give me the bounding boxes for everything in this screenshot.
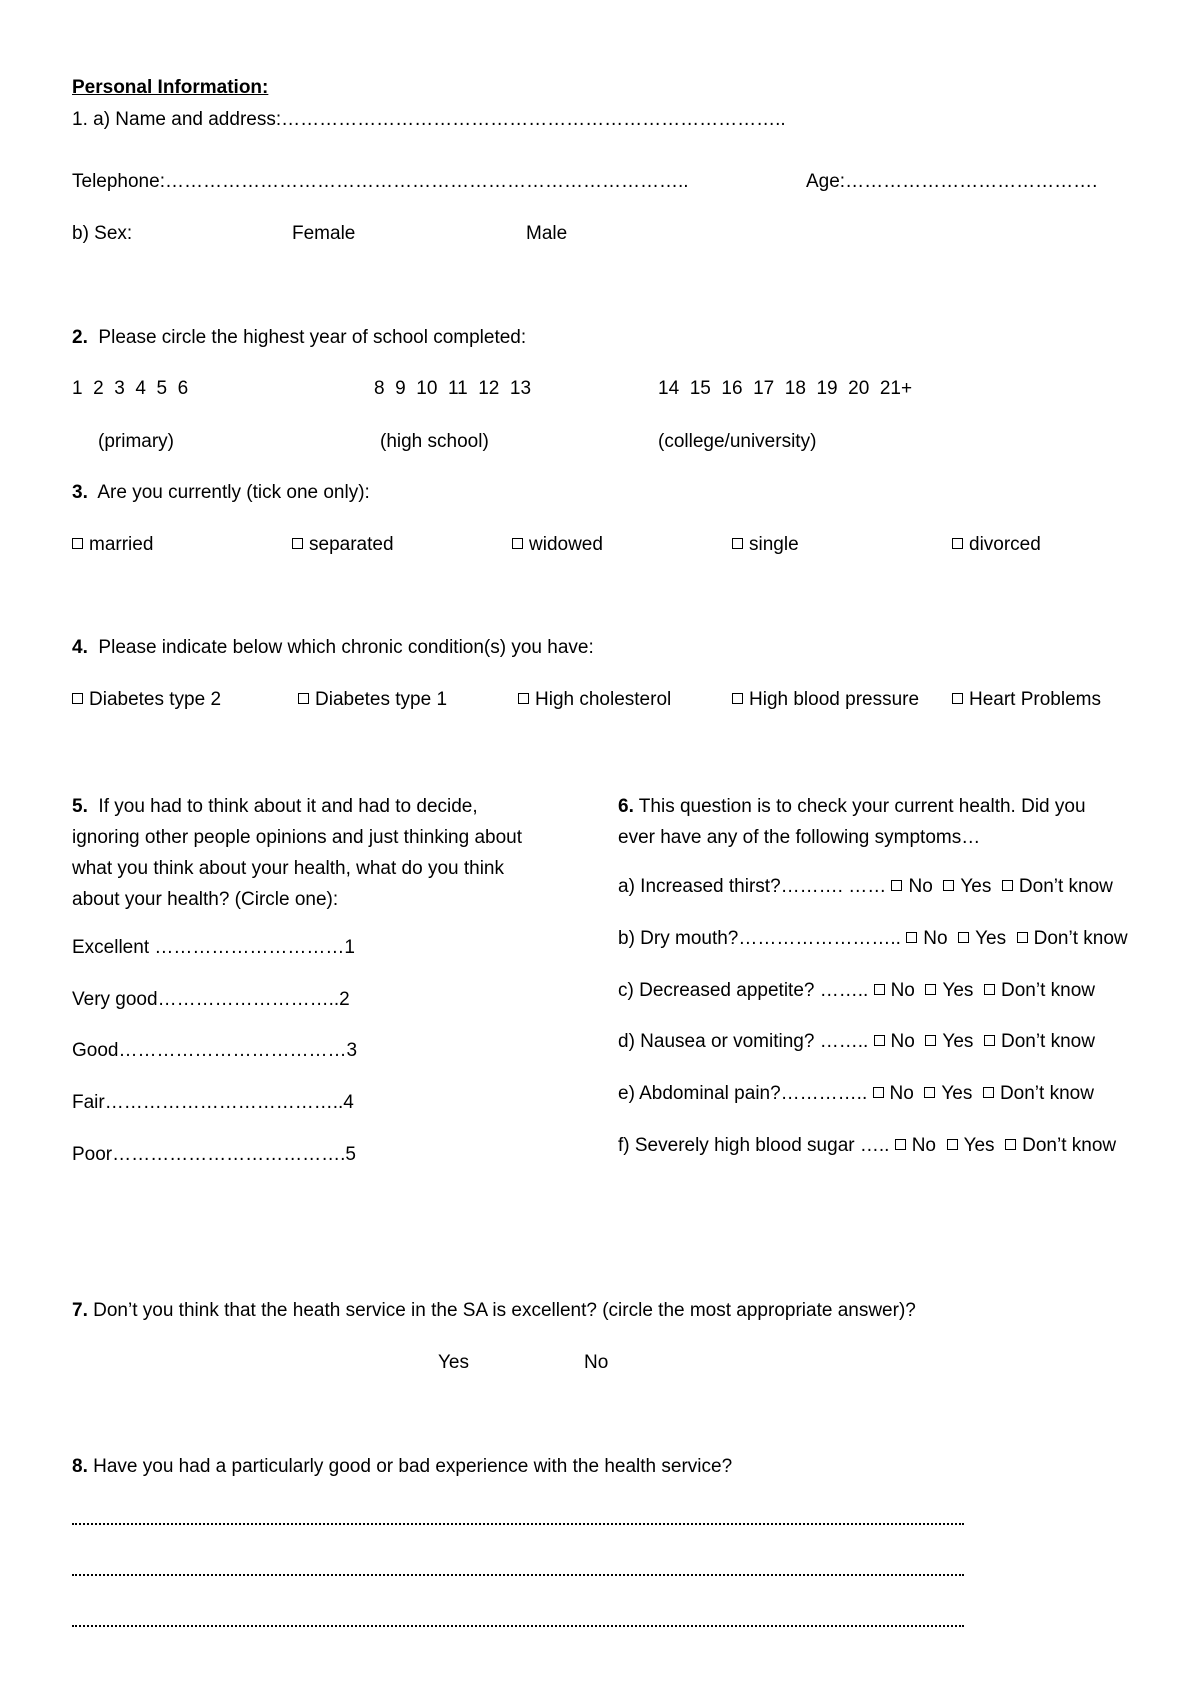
- question-6: [618, 791, 1138, 853]
- symptom-row: [618, 979, 1095, 1003]
- checkbox-icon[interactable]: [906, 932, 917, 943]
- checkbox-icon[interactable]: [732, 693, 743, 704]
- checkbox-icon[interactable]: [891, 880, 902, 891]
- symptom-label: c) Decreased appetite? ……..: [618, 980, 869, 1001]
- checkbox-icon[interactable]: [925, 1035, 936, 1046]
- question-5-line: 5. If you had to think about it and had to decide,: [72, 796, 478, 817]
- years-high-school[interactable]: 8 9 10 11 12 13: [374, 378, 532, 399]
- option-high-cholesterol[interactable]: High cholesterol: [518, 688, 671, 712]
- answer-yes: Yes: [960, 876, 992, 897]
- answer-line[interactable]: [72, 1523, 964, 1525]
- checkbox-icon[interactable]: [983, 1087, 994, 1098]
- question-text: Don’t you think that the heath service in the SA is excellent? (circle the most appropriate answer)?: [93, 1300, 916, 1321]
- option-separated[interactable]: separated: [292, 533, 394, 557]
- health-rating-good[interactable]: Good………………………………3: [72, 1040, 358, 1061]
- symptom-label: d) Nausea or vomiting? ……..: [618, 1031, 869, 1052]
- answer-dont-know: Don’t know: [1001, 980, 1095, 1001]
- answer-yes: Yes: [942, 980, 974, 1001]
- checkbox-icon[interactable]: [952, 538, 963, 549]
- sex-option-female[interactable]: Female: [292, 223, 356, 244]
- question-number: 8.: [72, 1456, 88, 1477]
- answer-dont-know: Don’t know: [1018, 876, 1113, 897]
- option-diabetes-type-2[interactable]: Diabetes type 2: [72, 688, 221, 712]
- health-rating-poor[interactable]: Poor……………………………….5: [72, 1144, 356, 1165]
- checkbox-icon[interactable]: [874, 984, 885, 995]
- page-title: Personal Information:: [72, 77, 269, 98]
- checkbox-icon[interactable]: [1005, 1139, 1016, 1150]
- symptom-row: [618, 875, 1113, 899]
- option-high-blood-pressure[interactable]: High blood pressure: [732, 688, 919, 712]
- question-text: Please indicate below which chronic condition(s) you have:: [98, 637, 594, 658]
- question-4: [72, 636, 594, 660]
- question-number: 5.: [72, 796, 88, 817]
- checkbox-icon[interactable]: [984, 1035, 995, 1046]
- answer-dont-know: Don’t know: [1000, 1031, 1095, 1052]
- sex-label: b) Sex:: [72, 223, 133, 244]
- question-text: Have you had a particularly good or bad experience with the health service?: [93, 1456, 733, 1477]
- answer-dont-know: Don’t know: [1033, 928, 1128, 949]
- question-text: Are you currently (tick one only):: [97, 482, 370, 503]
- question-5: [72, 791, 592, 915]
- checkbox-icon[interactable]: [924, 1087, 935, 1098]
- symptom-label: f) Severely high blood sugar …..: [618, 1135, 890, 1156]
- checkbox-icon[interactable]: [72, 538, 83, 549]
- label-primary: (primary): [98, 431, 174, 452]
- option-single[interactable]: single: [732, 533, 799, 557]
- checkbox-icon[interactable]: [298, 693, 309, 704]
- symptom-label: b) Dry mouth?……………………..: [618, 928, 901, 949]
- option-married[interactable]: married: [72, 533, 153, 557]
- answer-yes: Yes: [941, 1083, 973, 1104]
- health-rating-very-good[interactable]: Very good………………………..2: [72, 989, 350, 1010]
- answer-line[interactable]: [72, 1625, 964, 1627]
- answer-line[interactable]: [72, 1574, 964, 1576]
- question-6-line: 6. This question is to check your current health. Did you: [618, 796, 1086, 817]
- checkbox-icon[interactable]: [895, 1139, 906, 1150]
- symptom-label: e) Abdominal pain?…………..: [618, 1083, 868, 1104]
- answer-no-option[interactable]: No: [584, 1352, 609, 1373]
- answer-no: No: [890, 980, 915, 1001]
- question-number: 6.: [618, 796, 634, 817]
- answer-yes-option[interactable]: Yes: [438, 1352, 469, 1373]
- option-widowed[interactable]: widowed: [512, 533, 603, 557]
- question-number: 4.: [72, 637, 88, 658]
- question-number: 3.: [72, 482, 88, 503]
- name-address-field[interactable]: 1. a) Name and address:……………………………………………………………………..: [72, 109, 786, 130]
- checkbox-icon[interactable]: [72, 693, 83, 704]
- option-divorced[interactable]: divorced: [952, 533, 1041, 557]
- answer-yes: Yes: [942, 1031, 974, 1052]
- question-2: [72, 326, 526, 350]
- symptom-row: [618, 927, 1128, 951]
- health-rating-fair[interactable]: Fair………………………………..4: [72, 1092, 354, 1113]
- question-number: 2.: [72, 327, 88, 348]
- question-text: Please circle the highest year of school completed:: [98, 327, 527, 348]
- label-college: (college/university): [658, 431, 817, 452]
- age-field[interactable]: Age:………………………………….: [806, 171, 1098, 192]
- question-5-line: what you think about your health, what do you think: [72, 858, 504, 879]
- symptom-row: [618, 1134, 1116, 1158]
- health-rating-excellent[interactable]: Excellent …………………………1: [72, 937, 355, 958]
- option-heart-problems[interactable]: Heart Problems: [952, 688, 1101, 712]
- answer-dont-know: Don’t know: [1022, 1135, 1117, 1156]
- answer-no: No: [890, 1031, 915, 1052]
- checkbox-icon[interactable]: [947, 1139, 958, 1150]
- years-primary[interactable]: 1 2 3 4 5 6: [72, 378, 189, 399]
- question-number: 7.: [72, 1300, 88, 1321]
- checkbox-icon[interactable]: [873, 1087, 884, 1098]
- symptom-row: [618, 1030, 1095, 1054]
- checkbox-icon[interactable]: [952, 693, 963, 704]
- checkbox-icon[interactable]: [958, 932, 969, 943]
- label-high-school: (high school): [380, 431, 489, 452]
- answer-no: No: [923, 928, 948, 949]
- answer-dont-know: Don’t know: [999, 1083, 1094, 1104]
- checkbox-icon[interactable]: [1002, 880, 1013, 891]
- checkbox-icon[interactable]: [925, 984, 936, 995]
- answer-yes: Yes: [975, 928, 1007, 949]
- question-7: [72, 1299, 916, 1323]
- answer-no: No: [908, 876, 933, 897]
- question-5-line: ignoring other people opinions and just thinking about: [72, 827, 522, 848]
- checkbox-icon[interactable]: [943, 880, 954, 891]
- checkbox-icon[interactable]: [732, 538, 743, 549]
- checkbox-icon[interactable]: [984, 984, 995, 995]
- option-diabetes-type-1[interactable]: Diabetes type 1: [298, 688, 447, 712]
- telephone-field[interactable]: Telephone:………………………………………………………………………..: [72, 171, 689, 192]
- question-6-line: ever have any of the following symptoms…: [618, 827, 981, 848]
- symptom-row: [618, 1082, 1094, 1106]
- symptom-label: a) Increased thirst?………. ……: [618, 876, 887, 897]
- checkbox-icon[interactable]: [874, 1035, 885, 1046]
- sex-option-male[interactable]: Male: [526, 223, 568, 244]
- checkbox-icon[interactable]: [1017, 932, 1028, 943]
- answer-yes: Yes: [963, 1135, 995, 1156]
- years-college[interactable]: 14 15 16 17 18 19 20 21+: [658, 378, 913, 399]
- question-8: [72, 1455, 732, 1479]
- question-3: [72, 481, 370, 505]
- checkbox-icon[interactable]: [292, 538, 303, 549]
- answer-no: No: [889, 1083, 914, 1104]
- answer-no: No: [911, 1135, 936, 1156]
- question-5-line: about your health? (Circle one):: [72, 889, 339, 910]
- checkbox-icon[interactable]: [518, 693, 529, 704]
- checkbox-icon[interactable]: [512, 538, 523, 549]
